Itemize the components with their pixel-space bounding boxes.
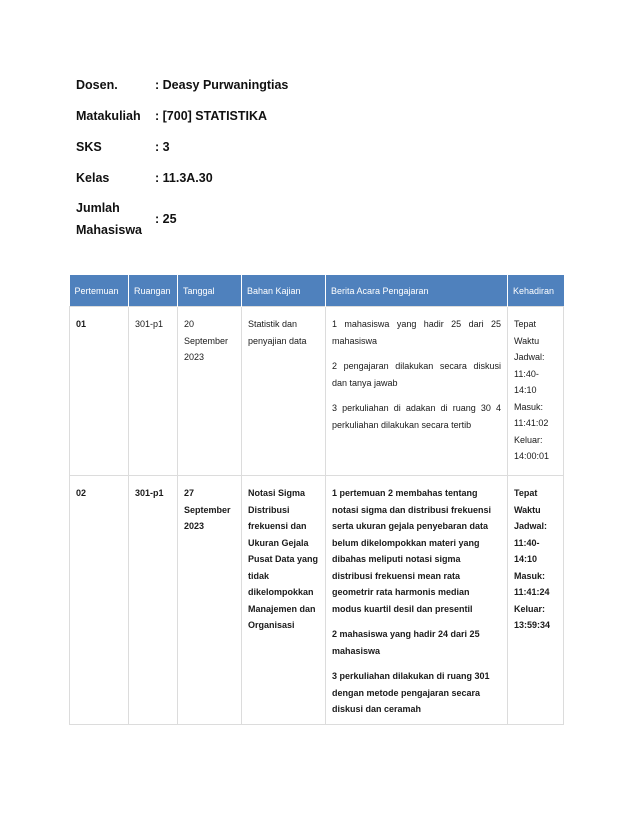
berita-paragraph: 3 perkuliahan di adakan di ruang 30 4 perkuliahan dilakukan secara tertib — [332, 403, 501, 430]
header-bahan-kajian: Bahan Kajian — [242, 275, 326, 307]
cell-kehadiran — [508, 476, 564, 725]
table-row — [70, 476, 564, 725]
cell-kehadiran — [508, 307, 564, 476]
table-row — [70, 307, 564, 476]
cell-ruangan: 301-p1 — [129, 307, 178, 476]
kehadiran-keluar-label: Keluar: — [514, 434, 543, 445]
header-berita-acara: Berita Acara Pengajaran — [326, 275, 508, 307]
cell-tanggal: 27 September 2023 — [178, 476, 242, 725]
berita-paragraph: 1 mahasiswa yang hadir 25 dari 25 mahasiswa — [332, 319, 501, 346]
kelas-value: : 11.3A.30 — [155, 171, 213, 185]
kehadiran-status: Tepat — [514, 319, 537, 329]
header-tanggal: Tanggal — [178, 275, 242, 307]
jumlah-label-line1: Jumlah — [76, 201, 120, 215]
kehadiran-jadwal-label: Jadwal: — [514, 352, 545, 362]
berita-paragraph: 2 pengajaran dilakukan secara diskusi dan tanya jawab — [332, 361, 501, 388]
jumlah-mahasiswa-value: : 25 — [155, 212, 177, 226]
kehadiran-jadwal-start: 11:40- — [514, 537, 540, 548]
info-row-sks — [76, 136, 476, 158]
kehadiran-jadwal-end: 14:10 — [514, 554, 538, 564]
info-row-dosen — [76, 74, 476, 96]
matakuliah-value: : [700] STATISTIKA — [155, 109, 268, 123]
header-ruangan: Ruangan — [129, 275, 178, 307]
kehadiran-keluar-time: 13:59:34 — [514, 620, 551, 630]
kehadiran-status: Waktu — [514, 335, 540, 346]
header-pertemuan: Pertemuan — [70, 275, 129, 307]
cell-bahan-kajian: Notasi Sigma Distribusi frekuensi dan Ukuran Gejala Pusat Data yang tidak dikelompokkan Manajemen dan Organisasi — [242, 476, 326, 725]
cell-bahan-kajian: Statistik dan penyajian data — [242, 307, 326, 476]
sks-label: SKS — [76, 140, 102, 154]
table-header-row — [70, 275, 564, 307]
header-kehadiran: Kehadiran — [508, 275, 564, 307]
course-info — [76, 74, 476, 241]
dosen-label: Dosen. — [76, 78, 118, 92]
jumlah-label-line2: Mahasiswa — [76, 223, 143, 237]
cell-pertemuan: 01 — [70, 307, 129, 476]
info-row-kelas — [76, 167, 476, 189]
cell-berita-acara — [326, 476, 508, 725]
kehadiran-masuk-time: 11:41:24 — [514, 587, 550, 597]
cell-ruangan: 301-p1 — [129, 476, 178, 725]
berita-paragraph: 1 pertemuan 2 membahas tentang notasi sigma dan distribusi frekuensi serta ukuran gejala penyebaran data belum dikelompokkan materi yang dibahas meliputi notasi sigma distribusi frekuensi mean rata geometrir rata harmonis median modus kuartil desil dan presentil — [332, 488, 492, 614]
cell-pertemuan: 02 — [70, 476, 129, 725]
kehadiran-status: Waktu — [514, 504, 541, 515]
kehadiran-keluar-time: 14:00:01 — [514, 451, 550, 461]
jumlah-mahasiswa-label — [76, 197, 155, 241]
sks-value: : 3 — [155, 140, 170, 154]
kehadiran-masuk-label: Masuk: — [514, 401, 544, 412]
kelas-label: Kelas — [76, 171, 110, 185]
berita-paragraph: 2 mahasiswa yang hadir 24 dari 25 mahasiswa — [332, 629, 480, 656]
matakuliah-label: Matakuliah — [76, 109, 141, 123]
info-row-jumlah-mahasiswa — [76, 197, 476, 241]
kehadiran-masuk-time: 11:41:02 — [514, 418, 549, 428]
cell-berita-acara — [326, 307, 508, 476]
kehadiran-masuk-label: Masuk: — [514, 570, 546, 581]
cell-tanggal: 20 September 2023 — [178, 307, 242, 476]
kehadiran-jadwal-end: 14:10 — [514, 385, 537, 395]
kehadiran-jadwal-label: Jadwal: — [514, 521, 548, 531]
info-row-matakuliah — [76, 105, 476, 127]
meeting-table — [69, 275, 564, 725]
berita-paragraph: 3 perkuliahan dilakukan di ruang 301 dengan metode pengajaran secara diskusi dan ceramah — [332, 671, 490, 714]
kehadiran-jadwal-start: 11:40- — [514, 368, 539, 379]
kehadiran-keluar-label: Keluar: — [514, 603, 546, 614]
kehadiran-status: Tepat — [514, 488, 538, 498]
dosen-value: : Deasy Purwaningtias — [155, 78, 289, 92]
